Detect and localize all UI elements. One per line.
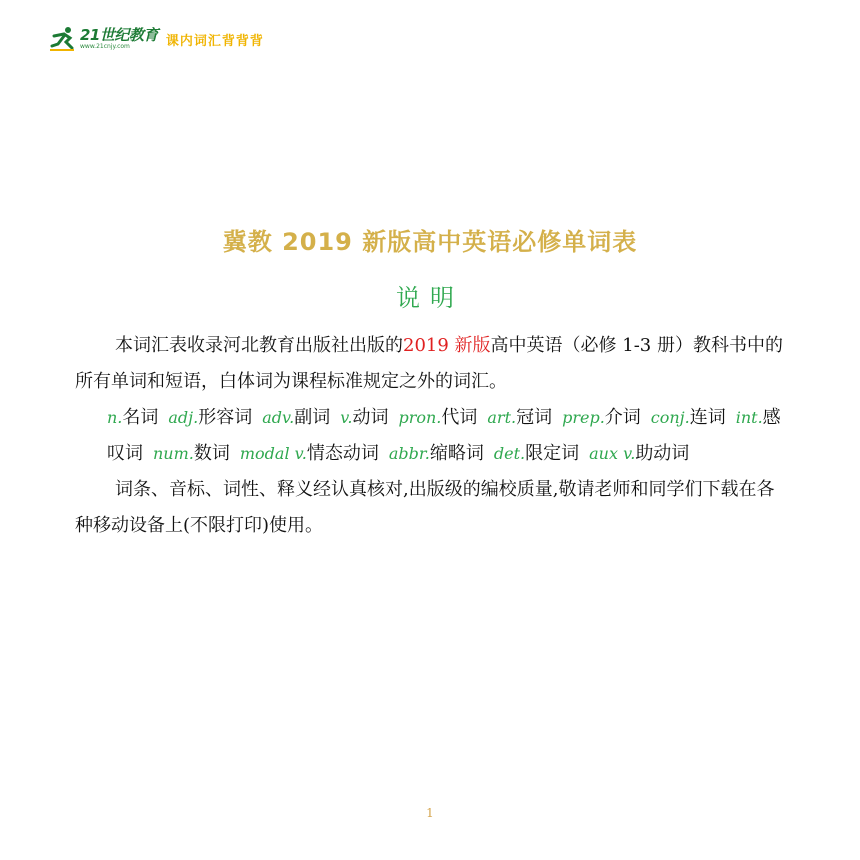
pos-label: 连词 [689, 407, 726, 428]
pos-abbr: conj. [650, 408, 690, 427]
pos-label: 动词 [352, 407, 389, 428]
pos-item [398, 407, 477, 428]
content [75, 328, 787, 544]
pos-abbr: abbr. [388, 444, 430, 463]
intro-paragraph [75, 328, 787, 400]
pos-item [153, 443, 230, 464]
pos-abbr: det. [493, 444, 526, 463]
pos-item [651, 407, 726, 428]
part-of-speech-list [75, 400, 787, 472]
pos-label: 形容词 [198, 407, 253, 428]
pos-label: 缩略词 [429, 443, 484, 464]
header-slogan: 课内词汇背背背 [165, 33, 264, 49]
pos-abbr: prep. [562, 408, 605, 427]
pos-item [107, 407, 158, 428]
logo-text [80, 28, 158, 50]
pos-item [562, 407, 641, 428]
pos-abbr: n. [107, 408, 123, 427]
pos-label: 冠词 [516, 407, 553, 428]
pos-item [262, 407, 330, 428]
pos-label: 数词 [193, 443, 230, 464]
pos-label: 限定词 [525, 443, 580, 464]
header [48, 26, 264, 52]
pos-abbr: art. [487, 408, 517, 427]
pos-item [589, 443, 689, 464]
pos-item [487, 407, 552, 428]
intro-before: 本词汇表收录河北教育出版社出版的 [115, 335, 403, 356]
pos-abbr: pron. [398, 408, 442, 427]
pos-abbr: adv. [262, 408, 295, 427]
pos-label: 情态动词 [306, 443, 379, 464]
intro-after: 高中英语（必修 1-3 册）教科书中的所有单词和短语，白体词为课程标准规定之外的词汇。 [75, 335, 783, 392]
pos-abbr: modal v. [239, 444, 307, 463]
pos-abbr: int. [735, 408, 763, 427]
pos-item [494, 443, 579, 464]
pos-label: 介词 [604, 407, 641, 428]
pos-abbr: adj. [168, 408, 199, 427]
pos-label: 助动词 [635, 443, 690, 464]
pos-abbr: num. [153, 444, 194, 463]
note-paragraph: 词条、音标、词性、释义经认真核对,出版级的编校质量,敬请老师和同学们下载在各种移动设备上(不限打印)使用。 [75, 479, 775, 536]
pos-item [389, 443, 484, 464]
document-subtitle: 说明 [396, 284, 464, 312]
pos-item [340, 407, 388, 428]
pos-abbr: aux v. [589, 444, 636, 463]
logo-url: www.21cnjy.com [80, 43, 130, 50]
runner-logo-icon [48, 26, 78, 52]
pos-label: 感叹词 [107, 407, 781, 464]
pos-label: 代词 [441, 407, 478, 428]
document-title: 冀教 2019 新版高中英语必修单词表 [222, 228, 638, 256]
pos-item [240, 443, 379, 464]
pos-label: 名词 [122, 407, 159, 428]
pos-item [168, 407, 252, 428]
logo-main: 21世纪教育 [80, 26, 158, 44]
pos-abbr: v. [340, 408, 353, 427]
page-number: 1 [426, 806, 434, 820]
intro-highlight: 2019 新版 [403, 335, 491, 356]
pos-label: 副词 [294, 407, 331, 428]
